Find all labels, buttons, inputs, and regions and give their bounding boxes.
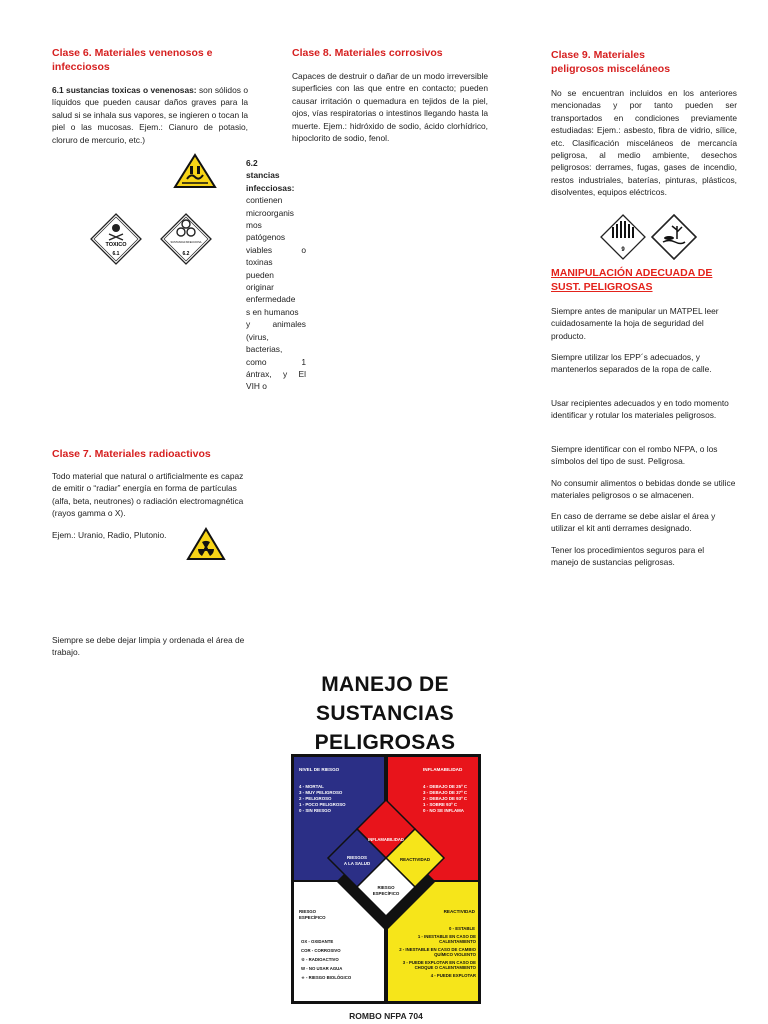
nfpa-blue-item: 1 - POCO PELIGROSO: [299, 802, 346, 807]
nfpa-red-item: 3 - DEBAJO DE 37º C: [423, 790, 468, 795]
cover-title: MANEJO DE SUSTANCIAS PELIGROSAS: [314, 673, 456, 754]
clase8-text: Capaces de destruir o dañar de un modo irreversible superficies con las que entre en contacto; pueden causar irritación o quemadura en tejidos de la piel, ojos, vías respiratorias o intestinos llegando hasta la muerte. Ejem.: hidróxido de sodio, ácido clorhídrico, hipoclorito de sodio, fenol.: [292, 71, 488, 144]
nfpa-blue-title: NIVEL DE RIESGO: [299, 767, 340, 772]
nfpa-yellow-title: REACTIVIDAD: [443, 909, 475, 914]
nfpa-center-blue-label: A LA SALUD: [343, 861, 371, 866]
nfpa-blue-item: 4 - MORTAL: [299, 784, 324, 789]
environment-diamond-icon: [651, 214, 697, 260]
manipulacion-title: MANIPULACIÓN ADECUADA DE SUST. PELIGROSAS: [551, 267, 713, 293]
nfpa-red-item: 2 - DEBAJO DE 93º C: [423, 796, 468, 801]
clase6-2-text: 6.2 stancias infecciosas: contienen microorganis mos patógenos viables o toxinas pueden originar enfermedade s en humanos y animales (virus, bacterias, como 1 ántrax, y El VIH o: [246, 158, 306, 392]
nfpa-center-red-label: INFLAMABILIDAD: [368, 837, 404, 842]
nfpa-yellow-item: 0 - ESTABLE: [449, 926, 475, 931]
nfpa-center-yellow-label: REACTIVIDAD: [399, 857, 431, 862]
nfpa-red-item: 4 - DEBAJO DE 25º C: [423, 784, 468, 789]
toxico-diamond-icon: [90, 213, 142, 265]
infectious-diamond-icon: [160, 213, 212, 265]
manip-item: No consumir alimentos o bebidas donde se utilice materiales peligrosos o se almacenen.: [551, 478, 736, 501]
clase9-title: Clase 9. Materiales peligrosos misceláneos: [551, 49, 671, 75]
nfpa-white-item: OX - OXIDANTE: [301, 939, 334, 944]
nfpa-red-item: 1 - SOBRE 93º C: [423, 802, 458, 807]
nfpa-blue-item: 2 - PELIGROSO: [299, 796, 332, 801]
manip-item: En caso de derrame se debe aislar el área y utilizar el kit anti derrames designado.: [551, 511, 716, 534]
nfpa-white-title: ESPECÍFICO: [299, 915, 326, 920]
nfpa-red-title: INFLAMABILIDAD: [423, 767, 463, 772]
nfpa-blue-item: 3 - MUY PELIGROSO: [299, 790, 343, 795]
nfpa-center-white-label: RIESGO: [377, 885, 395, 890]
nfpa-white-item: ☣ - RIESGO BIOLÓGICO: [301, 975, 352, 980]
class9-number: 9: [621, 247, 625, 253]
nfpa-blue-item: 0 - SIN RIESGO: [299, 808, 331, 813]
toxico-number: 6.1: [112, 251, 120, 257]
toxic-triangle-icon: [173, 153, 217, 189]
manip-item: Tener los procedimientos seguros para el manejo de sustancias peligrosas.: [551, 545, 705, 568]
rombo-caption: ROMBO NFPA 704: [349, 1011, 423, 1021]
nfpa-red-item: 0 - NO SE INFLAMA: [423, 808, 464, 813]
clase7-ejem: Ejem.: Uranio, Radio, Plutonio.: [52, 530, 167, 540]
nfpa-white-item: COR - CORROSIVO: [301, 948, 341, 953]
infect-number: 6.2: [182, 251, 190, 257]
clase8-title: Clase 8. Materiales corrosivos: [292, 47, 443, 59]
nfpa-rombo-chart: [291, 754, 481, 1004]
clase7-text: Todo material que natural o artificialmente es capaz de emitir o “radiar” energía en forma de partículas (alfa, beta, neutrones) o radiación electromagnética (rayos gamma o X).: [52, 471, 244, 519]
class9-diamond-icon: [600, 214, 646, 260]
nfpa-yellow-item: 3 - PUEDE EXPLOTAR EN CASO DE CHOQUE O CALENTAMIENTO: [402, 960, 476, 970]
toxico-label: TOXICO: [105, 242, 127, 248]
clase6-1-text: 6.1 sustancias toxicas o venenosas: son sólidos o líquidos que pueden causar daños graves para la salud si se inhala sus vapores, se ingieren o tocan la piel o las mucosas. Ejem.: Cianuro de potasio, cloruro de mercurio, etc.): [52, 85, 248, 145]
manip-item: Siempre identificar con el rombo NFPA, o los símbolos del tipo de sust. Peligrosa.: [551, 444, 718, 467]
nfpa-yellow-item: 2 - INESTABLE EN CASO DE CAMBIO QUÍMICO VIOLENTO: [399, 947, 476, 957]
nfpa-yellow-item: 1 - INESTABLE EN CASO DE CALENTAMIENTO: [417, 934, 476, 944]
nfpa-white-title: RIESGO: [299, 909, 317, 914]
nfpa-yellow-item: 4 - PUEDE EXPLOTAR: [430, 973, 476, 978]
clase9-text: No se encuentran incluidos en los anteriores mencionadas y por tanto pueden ser transportados en condiciones previamente estudiadas: Ejem.: asbesto, fibra de vidrio, sílice, etc. Clasificación misceláneos de mercancía peligrosa, al medio ambiente, desechos peligrosos: derrames, fugas, gases de incendio, restos industriales, baterías, pinturas, plásticos, disolventes, equipos eléctricos.: [551, 88, 737, 198]
nfpa-center-blue-label: RIESGOS: [346, 855, 368, 860]
nfpa-white-item: ☢ - RADIOACTIVO: [301, 957, 339, 962]
clase7-title: Clase 7. Materiales radioactivos: [52, 448, 211, 460]
infect-label: SUSTANCIA INFECCIOSA: [170, 241, 202, 244]
radioactive-icon: [186, 527, 226, 561]
manip-item: Siempre utilizar los EPP´s adecuados, y mantenerlos separados de la ropa de calle.: [551, 352, 712, 375]
manip-item: Usar recipientes adecuados y en todo momento identificar y rotular los materiales peligrosos.: [551, 398, 729, 421]
limpia-text: Siempre se debe dejar limpia y ordenada el área de trabajo.: [52, 635, 245, 658]
nfpa-center-white-label: ESPECÍFICO: [372, 891, 400, 896]
nfpa-white-item: W - NO USAR AGUA: [301, 966, 343, 971]
manip-item: Siempre antes de manipular un MATPEL leer cuidadosamente la hoja de seguridad del producto.: [551, 306, 719, 341]
clase6-title: Clase 6. Materiales venenosos e infecciosos: [52, 47, 213, 73]
